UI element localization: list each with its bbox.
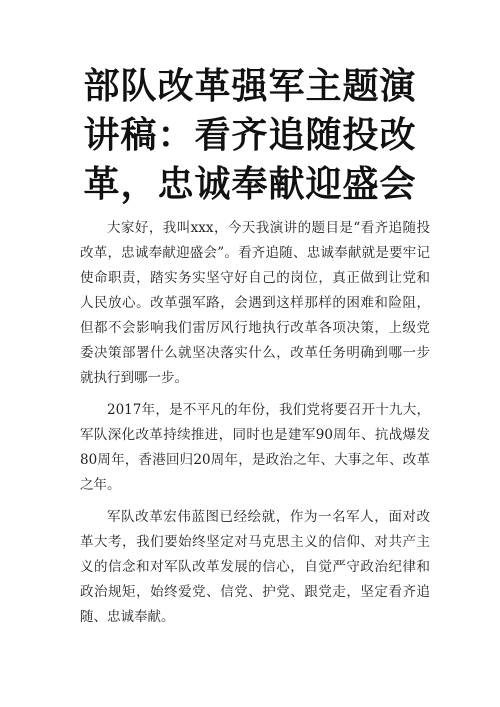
document-body	[80, 216, 430, 637]
document-title: 部队改革强军主题演讲稿：看齐追随投改革，忠诚奉献迎盛会	[83, 66, 417, 205]
paragraph-1: 大家好，我叫xxx，今天我演讲的题目是“看齐追随投改革，忠诚奉献迎盛会”。看齐追随、忠诚奉献就是要牢记使命职责，踏实务实坚守好自己的岗位，真正做到让党和人民放心。改革强军路，会遇到这样那样的困难和险阻，但都不会影响我们雷厉风行地执行改革各项决策，上级党委决策部署什么就坚决落实什么，改革任务明确到哪一步就执行到哪一步。	[80, 220, 430, 386]
paragraph-3: 军队改革宏伟蓝图已经绘就，作为一名军人，面对改革大考，我们要始终坚定对马克思主义的信仰、对共产主义的信念和对军队改革发展的信心，自觉严守政治纪律和政治规矩，始终爱党、信党、护党、跟党走，坚定看齐追随、忠诚奉献。	[80, 509, 430, 625]
paragraph-2: 2017年，是不平凡的年份，我们党将要召开十九大，军队深化改革持续推进，同时也是建军90周年、抗战爆发80周年，香港回归20周年，是政治之年、大事之年、改革之年。	[80, 402, 430, 493]
